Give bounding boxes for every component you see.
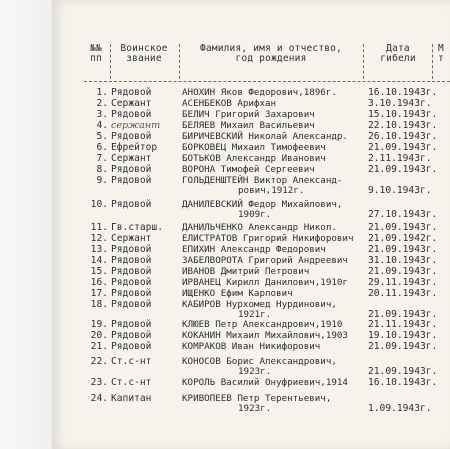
header-num xyxy=(84,44,108,64)
record-number: 5. xyxy=(96,131,108,142)
record-number: 13. xyxy=(90,244,108,255)
record-date: 21.09.1943г. xyxy=(368,244,438,255)
record-rank: Ст.с-нт xyxy=(111,356,152,367)
header-rank-line1: Воинское xyxy=(120,43,168,54)
record-name-line1: ЕЛИСТРАТОВ Григорий Никифорович xyxy=(182,233,354,244)
record-name xyxy=(182,132,348,142)
record-number: 6. xyxy=(96,142,108,153)
record-rank: Рядовой xyxy=(111,109,152,120)
record-name-line1: ДАНИЛЕВСКИЙ Федор Михайлович, xyxy=(182,199,343,210)
header-edge-line1: М xyxy=(438,43,444,54)
record-name-line1: ВОРОНА Тимофей Сергеевич xyxy=(182,164,315,175)
header-name xyxy=(182,44,360,64)
record-name-line1: АНОХИН Яков Федорович,1896г. xyxy=(182,87,337,98)
record-date: 21.09.1943г. xyxy=(368,366,438,377)
header-edge-line2: т xyxy=(438,53,444,64)
header-name-line1: Фамилия, имя и отчество, xyxy=(199,43,343,54)
record-rank: Рядовой xyxy=(111,299,152,310)
record-name xyxy=(182,289,293,299)
record-rank: Гв.старш. xyxy=(111,222,163,233)
record-name xyxy=(182,300,337,320)
record-number: 23. xyxy=(90,377,108,388)
record-name xyxy=(182,256,348,266)
record-name xyxy=(182,154,326,164)
record-date: 9.10.1943г. xyxy=(368,185,432,196)
header-date xyxy=(368,44,428,64)
record-name xyxy=(182,342,320,352)
record-rank: Рядовой xyxy=(111,341,152,352)
record-number: 12. xyxy=(90,233,108,244)
record-name xyxy=(182,278,348,288)
record-rank: Ст.с-нт xyxy=(111,377,152,388)
record-rank: Рядовой xyxy=(111,277,152,288)
record-rank: Рядовой xyxy=(111,330,152,341)
left-margin xyxy=(0,0,52,449)
record-rank: Рядовой xyxy=(111,288,152,299)
record-number: 7. xyxy=(96,153,108,164)
record-name-line1: КОКАНИН Михаил Михайлович,1903 xyxy=(182,330,348,341)
record-name xyxy=(182,223,337,233)
record-number: 2. xyxy=(96,98,108,109)
record-date: 16.10.1943г. xyxy=(368,377,438,388)
record-name-line1: ЕПИХИН Александр Федорович xyxy=(182,244,326,255)
record-date: 21.11.1943г. xyxy=(368,319,438,330)
record-name xyxy=(182,121,315,131)
record-number: 20. xyxy=(90,330,108,341)
record-rank: Рядовой xyxy=(111,87,152,98)
record-name-line1: ИВАНОВ Дмитрий Петрович xyxy=(182,266,310,277)
record-date: 31.10.1943г. xyxy=(368,255,438,266)
record-rank: Сержант xyxy=(111,153,152,164)
record-name-line2: 1923г. xyxy=(238,403,272,414)
record-number: 14. xyxy=(90,255,108,266)
record-date: 19.10.1943г. xyxy=(368,330,438,341)
column-divider xyxy=(110,44,111,79)
record-name xyxy=(182,267,309,277)
record-rank: сержант xyxy=(111,120,161,131)
record-date: 1.09.1943г. xyxy=(368,403,432,414)
header-date-line2: гибели xyxy=(380,53,416,64)
record-name-line1: ГОЛЬДЕНШТЕЙН Виктор Александ- xyxy=(182,175,343,186)
record-name-line1: БИРИЧЕВСКИЙ Николай Александр. xyxy=(182,131,348,142)
record-name-line1: БЕЛЯЕВ Михаил Васильевич xyxy=(182,120,315,131)
column-divider xyxy=(432,44,433,79)
column-divider xyxy=(363,44,364,79)
record-date: 21.09.1943г. xyxy=(368,222,438,233)
record-name xyxy=(182,331,348,341)
record-date: 3.10.1943г. xyxy=(368,98,432,109)
header-rank-line2: звание xyxy=(126,53,162,64)
record-name xyxy=(182,234,353,244)
header-num-line1: №№ xyxy=(90,43,102,54)
record-number: 9. xyxy=(96,175,108,186)
record-rank: Рядовой xyxy=(111,319,152,330)
record-date: 16.10.1943г. xyxy=(368,87,438,98)
record-name-line1: БОРКОВЕЦ Михаил Тимофеевич xyxy=(182,142,326,153)
record-name-line1: ИРВАНЕЦ Кирилл Данилович,1910г xyxy=(182,277,348,288)
record-number: 19. xyxy=(90,319,108,330)
record-name-line1: ИЩЕНКО Ефим Карпович xyxy=(182,288,293,299)
record-rank: Рядовой xyxy=(111,175,152,186)
record-number: 16. xyxy=(90,277,108,288)
record-date: 21.09.1943г. xyxy=(368,266,438,277)
record-date: 26.10.1943г. xyxy=(368,131,438,142)
record-number: 10. xyxy=(90,199,108,210)
record-name-line1: БОТЬКОВ Александр Иванович xyxy=(182,153,326,164)
record-name-line2: 1921г. xyxy=(238,309,272,320)
record-date: 29.11.1943г. xyxy=(368,277,438,288)
record-rank: Сержант xyxy=(111,233,152,244)
record-name-line2: 1923г. xyxy=(238,366,272,377)
record-name-line1: КАБИРОВ Нурхомед Нурдинович, xyxy=(182,299,337,310)
record-date: 15.10.1943г. xyxy=(368,109,438,120)
record-name-line2: рович,1912г. xyxy=(238,185,305,196)
record-rank: Сержант xyxy=(111,98,152,109)
record-name-line1: КОМРАКОВ Иван Никифорович xyxy=(182,341,321,352)
record-number: 3. xyxy=(96,109,108,120)
record-rank: Ефрейтор xyxy=(111,142,158,153)
record-name xyxy=(182,143,326,153)
record-date: 21.09.1942г. xyxy=(368,233,438,244)
record-name-line1: КОРОЛЬ Василий Онуфриевич,1914 xyxy=(182,377,348,388)
header-name-line2: год рождения xyxy=(235,53,307,64)
record-number: 4. xyxy=(96,120,108,131)
record-name-line1: КРИВОПЕЕВ Петр Терентьевич, xyxy=(182,393,332,404)
record-number: 22. xyxy=(90,356,108,367)
record-date: 2.11.1943г. xyxy=(368,153,432,164)
record-number: 1. xyxy=(96,87,108,98)
record-rank: Рядовой xyxy=(111,255,152,266)
record-name-line1: КОНОСОВ Борис Александрович, xyxy=(182,356,337,367)
header-num-line2: пп xyxy=(90,53,102,64)
record-name xyxy=(182,357,337,377)
record-name xyxy=(182,245,326,255)
record-date: 21.09.1943г. xyxy=(368,142,438,153)
record-rank: Рядовой xyxy=(111,266,152,277)
record-name-line1: ЗАБЕЛВОРОТА Григорий Андреевич xyxy=(182,255,348,266)
header-underline xyxy=(84,81,450,82)
record-rank: Капитан xyxy=(111,393,152,404)
record-name-line2: 1909г. xyxy=(238,209,272,220)
record-rank: Рядовой xyxy=(111,131,152,142)
record-name xyxy=(182,320,342,330)
record-date: 21.09.1943г. xyxy=(368,164,438,175)
record-name xyxy=(182,110,315,120)
record-date: 27.10.1943г. xyxy=(368,209,438,220)
record-rank: Рядовой xyxy=(111,199,152,210)
record-name-line1: АСЕНБЕКОВ Арифхан xyxy=(182,98,277,109)
record-name xyxy=(182,165,315,175)
record-number: 18. xyxy=(90,299,108,310)
record-rank: Рядовой xyxy=(111,244,152,255)
record-date: 21.09.1943г. xyxy=(368,341,438,352)
record-date: 20.11.1943г. xyxy=(368,288,438,299)
record-number: 11. xyxy=(90,222,108,233)
record-date: 21.09.1943г. xyxy=(368,309,438,320)
record-name-line1: ДАНИЛЬЧЕНКО Александр Никол. xyxy=(182,222,337,233)
record-name xyxy=(182,378,348,388)
record-name xyxy=(182,200,342,220)
record-number: 24. xyxy=(90,393,108,404)
record-rank: Рядовой xyxy=(111,164,152,175)
column-divider xyxy=(179,44,180,79)
record-name-line1: КЛЮЕВ Петр Александрович,1910 xyxy=(182,319,343,330)
record-date: 22.10.1943г. xyxy=(368,120,438,131)
record-name xyxy=(182,99,276,109)
record-name xyxy=(182,176,342,196)
header-rank xyxy=(112,44,176,64)
record-number: 15. xyxy=(90,266,108,277)
record-name xyxy=(182,394,331,414)
record-name xyxy=(182,88,337,98)
header-date-line1: Дата xyxy=(386,43,410,54)
record-name-line1: БЕЛИЧ Григорий Захарович xyxy=(182,109,315,120)
header-edge xyxy=(438,44,450,64)
record-number: 8. xyxy=(96,164,108,175)
record-number: 17. xyxy=(90,288,108,299)
record-number: 21. xyxy=(90,341,108,352)
